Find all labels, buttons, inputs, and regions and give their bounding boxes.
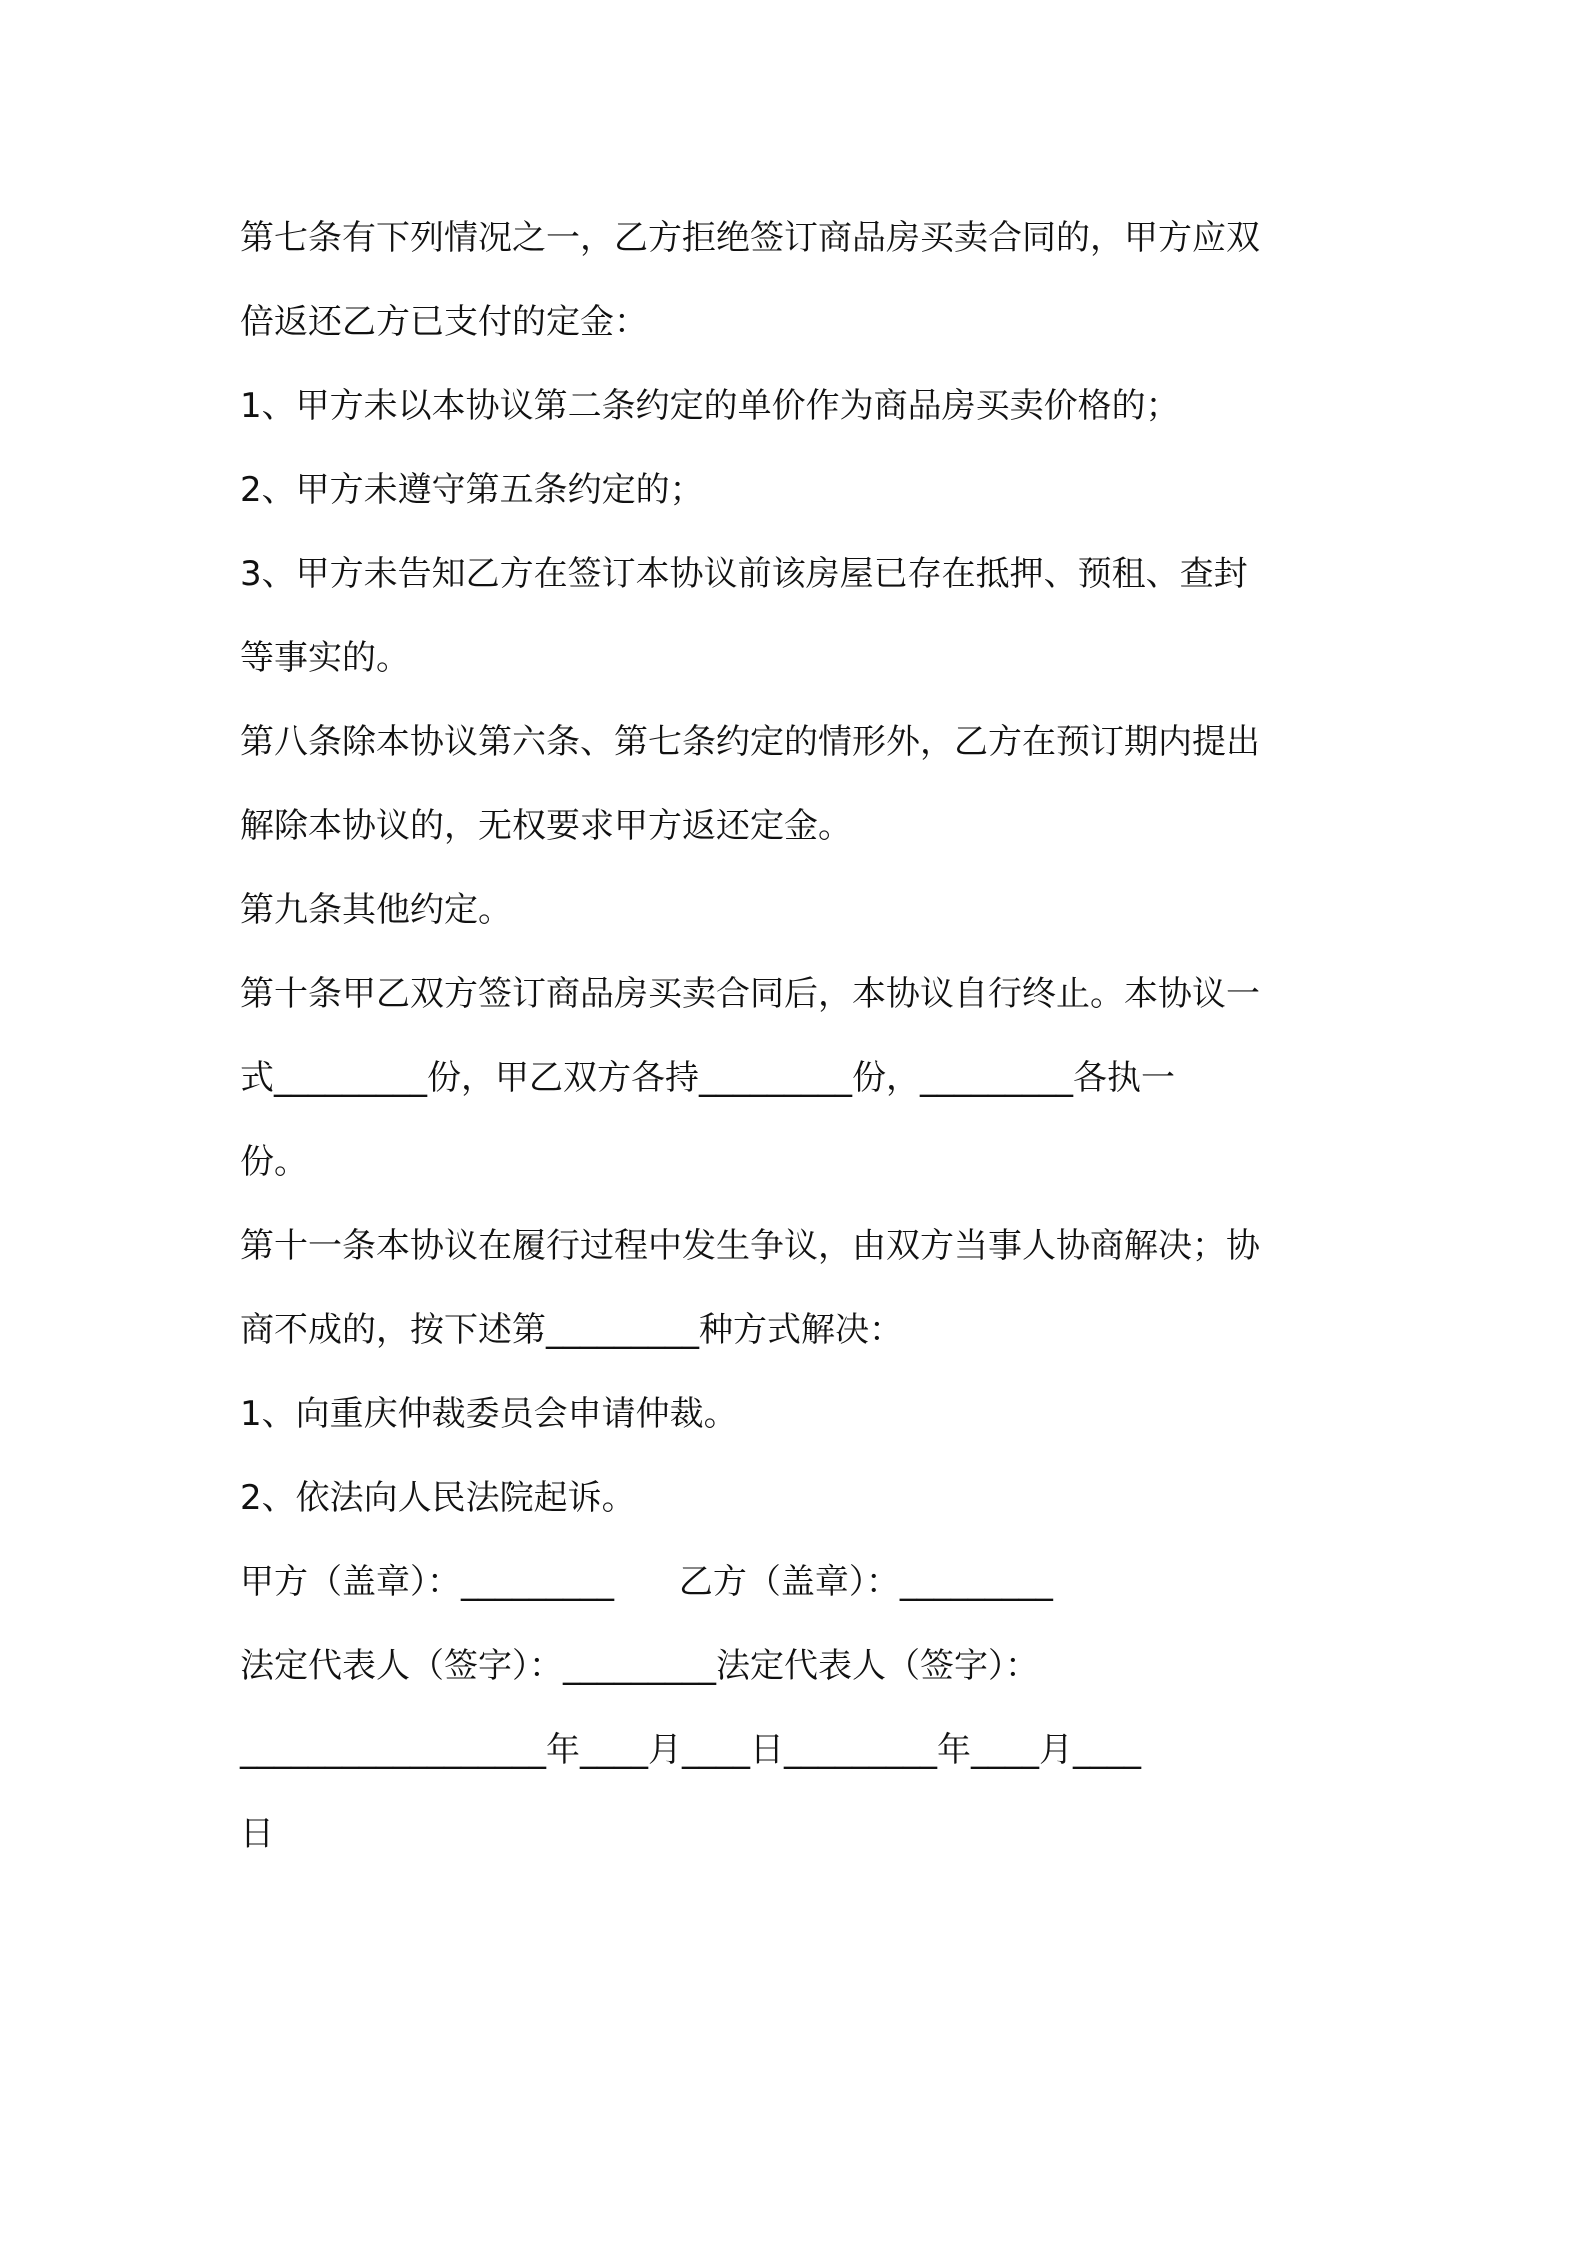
article-10-line-1: 第十条甲乙双方签订商品房买卖合同后，本协议自行终止。本协议一	[240, 974, 1260, 1014]
seal-line: 甲方（盖章）：_________ 乙方（盖章）：_________	[240, 1562, 1053, 1602]
article-10-line-3: 份。	[240, 1142, 308, 1182]
article-11-line-1: 第十一条本协议在履行过程中发生争议，由双方当事人协商解决；协	[240, 1226, 1260, 1266]
article-8-line-1: 第八条除本协议第六条、第七条约定的情形外，乙方在预订期内提出	[240, 722, 1260, 762]
article-7-item-1: 1、甲方未以本协议第二条约定的单价作为商品房买卖价格的；	[240, 386, 1180, 426]
article-11-item-1: 1、向重庆仲裁委员会申请仲裁。	[240, 1394, 738, 1434]
date-line-end: 日	[240, 1814, 274, 1854]
date-line: __________________年____月____日_________年____月____	[240, 1730, 1141, 1770]
representative-signature-line: 法定代表人（签字）：_________法定代表人（签字）：	[240, 1646, 1039, 1686]
document-page	[240, 196, 1360, 1876]
article-7-line-1: 第七条有下列情况之一，乙方拒绝签订商品房买卖合同的，甲方应双	[240, 218, 1260, 258]
article-7-item-3-line-1: 3、甲方未告知乙方在签订本协议前该房屋已存在抵押、预租、查封	[240, 554, 1248, 594]
article-7-line-2: 倍返还乙方已支付的定金：	[240, 302, 648, 342]
article-10-line-2: 式_________份，甲乙双方各持_________份，_________各执一	[240, 1058, 1175, 1098]
article-11-line-2: 商不成的，按下述第_________种方式解决：	[240, 1310, 903, 1350]
article-7-item-3-line-2: 等事实的。	[240, 638, 410, 678]
article-11-item-2: 2、依法向人民法院起诉。	[240, 1478, 636, 1518]
article-9: 第九条其他约定。	[240, 890, 512, 930]
article-8-line-2: 解除本协议的，无权要求甲方返还定金。	[240, 806, 852, 846]
article-7-item-2: 2、甲方未遵守第五条约定的；	[240, 470, 704, 510]
